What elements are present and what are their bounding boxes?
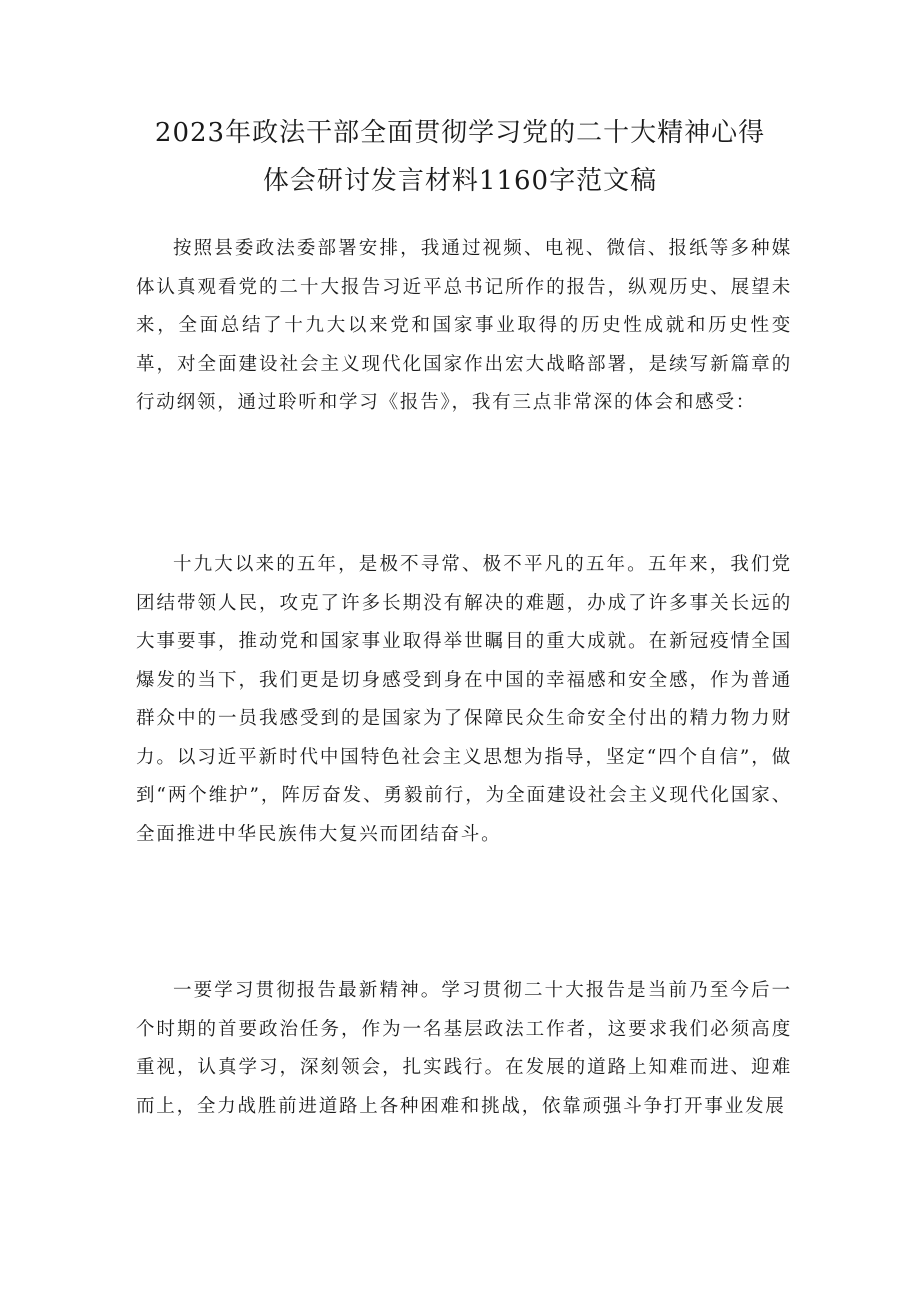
paragraph-five-years: 十九大以来的五年，是极不寻常、极不平凡的五年。五年来，我们党团结带领人民，攻克了许多长期没有解决的难题，办成了许多事关长远的大事要事，推动党和国家事业取得举世瞩目的重大成就。在新冠疫情全国爆发的当下，我们更是切身感受到身在中国的幸福感和安全感，作为普通群众中的一员我感受到的是国家为了保障民众生命安全付出的精力物力财力。以习近平新时代中国特色社会主义思想为指导，坚定“四个自信”，做到“两个维护”，阵厉奋发、勇毅前行，为全面建设社会主义现代化国家、全面推进中华民族伟大复兴而团结奋斗。 <box>136 554 792 845</box>
paragraph-point-one: 一要学习贯彻报告最新精神。学习贯彻二十大报告是当前乃至今后一个时期的首要政治任务，作为一名基层政法工作者，这要求我们必须高度重视，认真学习，深刻领会，扎实践行。在发展的道路上知难而进、迎难而上，全力战胜前进道路上各种困难和挑战，依靠顽强斗争打开事业发展 <box>136 980 792 1117</box>
paragraph-intro: 按照县委政法委部署安排，我通过视频、电视、微信、报纸等多种媒体认真观看党的二十大报告习近平总书记所作的报告，纵观历史、展望未来，全面总结了十九大以来党和国家事业取得的历史性成就和历史性变革，对全面建设社会主义现代化国家作出宏大战略部署，是续写新篇章的行动纲领，通过聆听和学习《报告》，我有三点非常深的体会和感受： <box>136 238 792 413</box>
document-title-line-2: 体会研讨发言材料1160字范文稿 <box>262 166 658 196</box>
document-title-line-1: 2023年政法干部全面贯彻学习党的二十大精神心得 <box>154 118 766 148</box>
